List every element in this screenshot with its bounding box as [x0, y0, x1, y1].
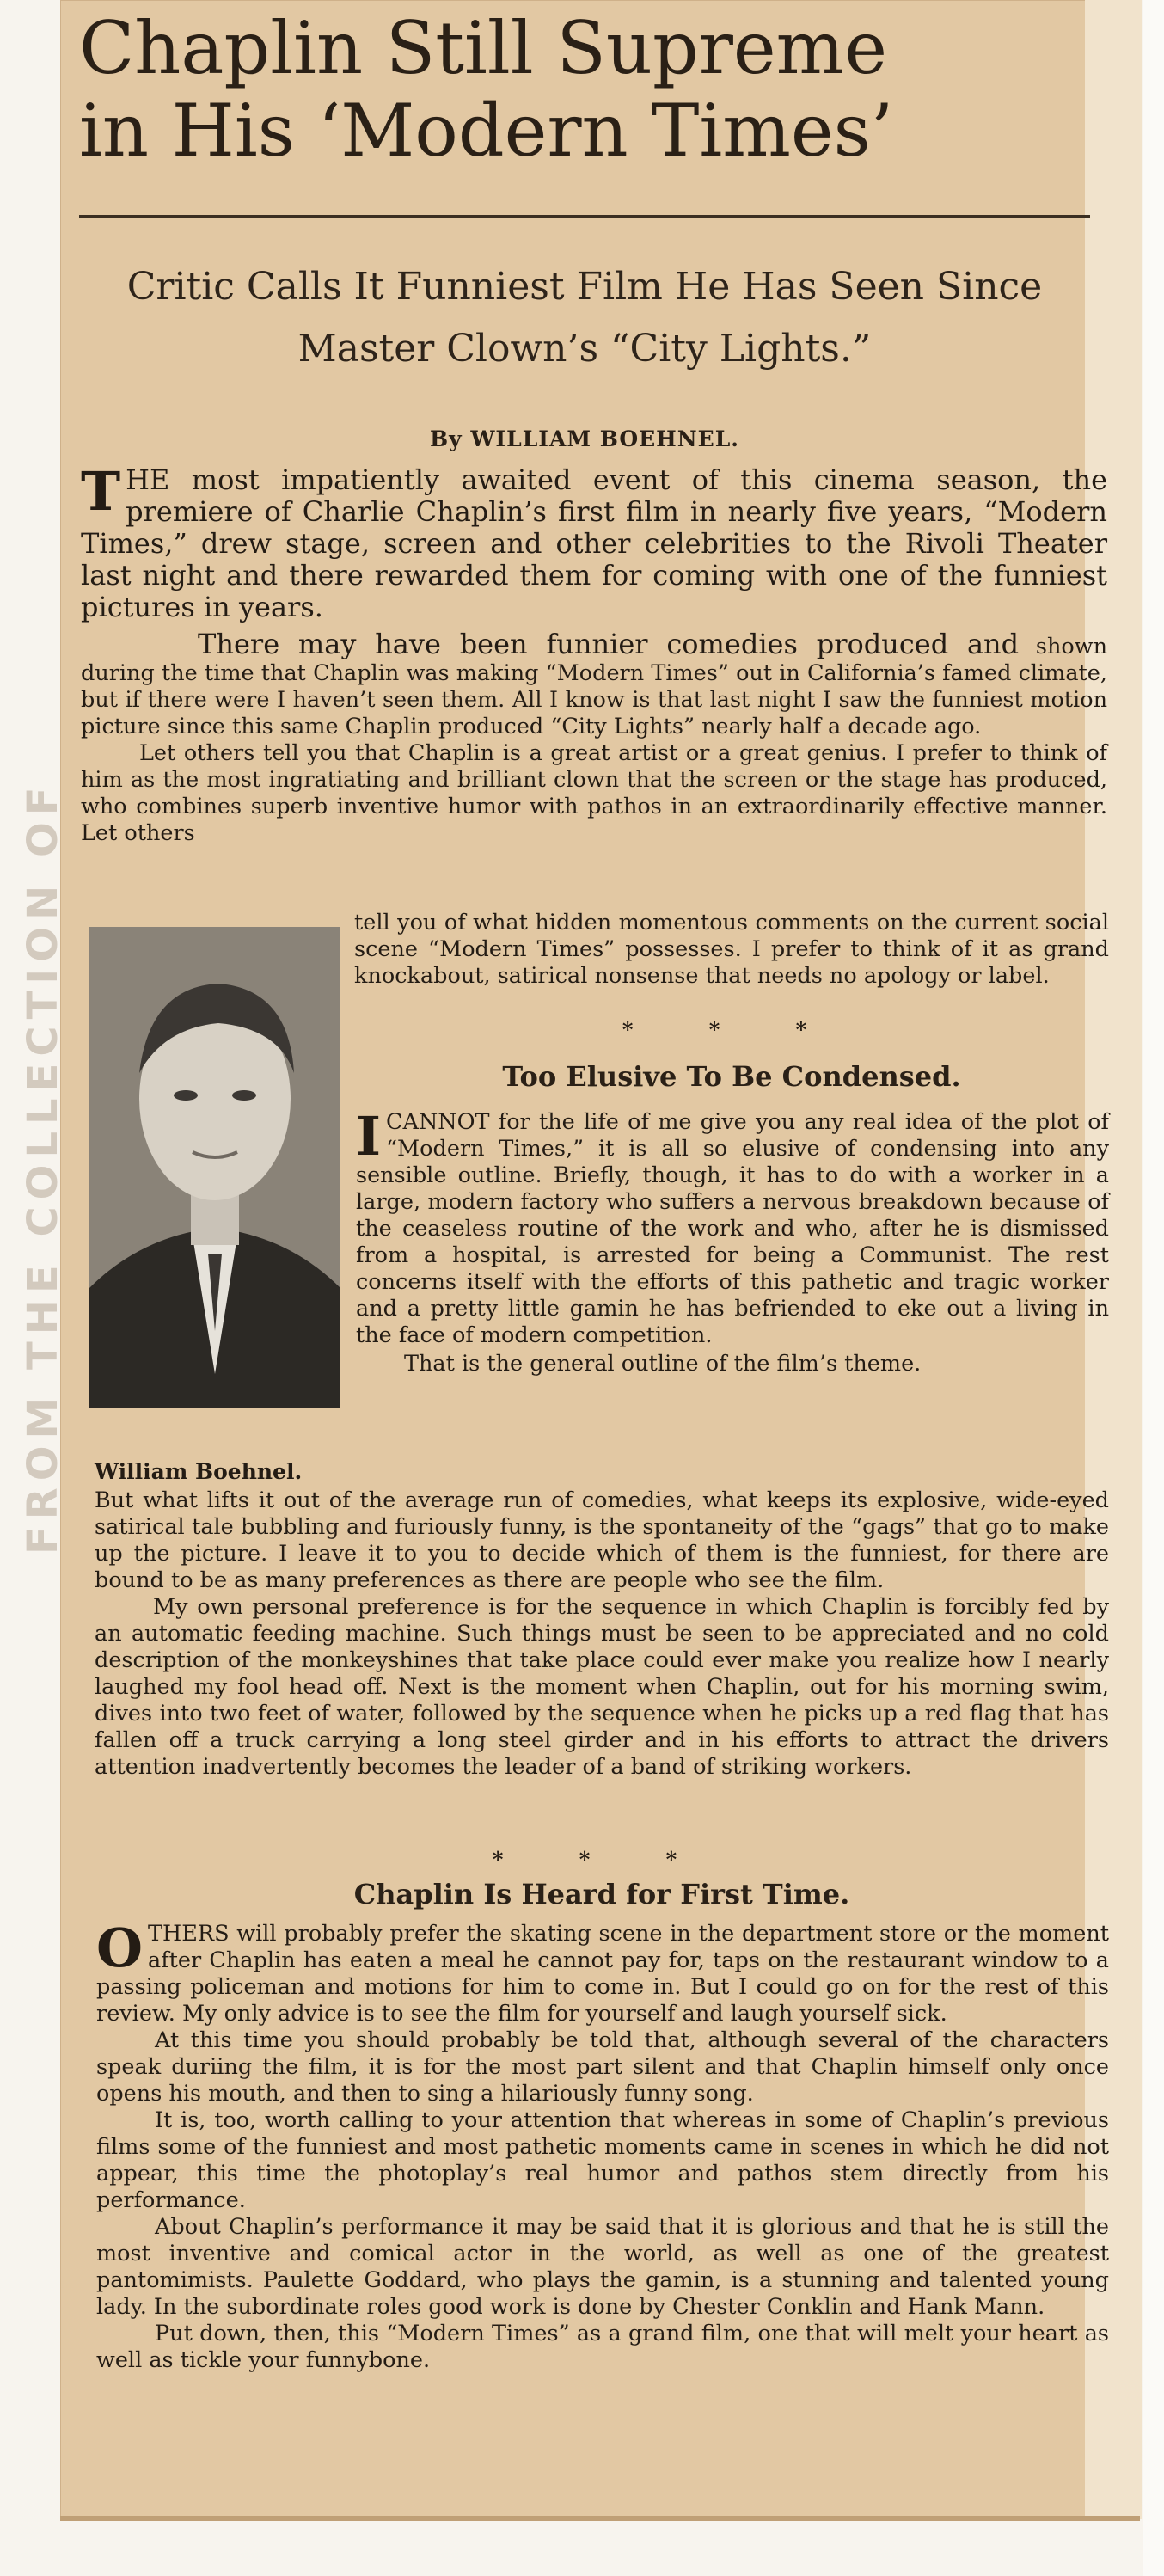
section-3-paragraph-5: Put down, then, this “Modern Times” as a grand film, one that will melt your heart as well as tickle your funnybone.	[96, 2321, 1109, 2373]
byline: By WILLIAM BOEHNEL.	[430, 426, 739, 451]
section-1-column	[81, 460, 1108, 847]
scan-background	[1143, 0, 1164, 2576]
section-2-column-narrow	[356, 1105, 1109, 1377]
photo-caption: William Boehnel.	[95, 1459, 303, 1484]
section-3-subhead: Chaplin Is Heard for First Time.	[353, 1878, 850, 1911]
headline-line-2: in His ‘Modern Times’	[79, 89, 894, 173]
headline-rule	[79, 215, 1090, 218]
clipping-bottom-edge	[60, 2516, 1140, 2521]
author-portrait-photo	[89, 927, 340, 1408]
deck-line-1: Critic Calls It Funniest Film He Has Seen Since	[126, 265, 1043, 309]
section-3-initial: O	[96, 1917, 144, 1979]
headline-line-1: Chaplin Still Supreme	[79, 6, 887, 90]
section-2-paragraph-2-start: That is the general outline of the film’s theme.	[404, 1351, 922, 1377]
section-divider-1: * * *	[622, 1017, 842, 1042]
section-2-paragraph-2-rest: But what lifts it out of the average run of comedies, what keeps its explosive, wide-eyed satirical tale bubbling and furiously funny, is the spontaneity of the “gags” that go to make up the picture. I leave it to you to decide which of them is the funniest, for there are bound to be as many preferences as there are people who see the film.	[95, 1487, 1109, 1593]
subheadline-deck	[79, 256, 1090, 380]
section-2-paragraph-1-text: CANNOT for the life of me give you any real idea of the plot of “Modern Times,” it is all so elusive of condensing into any sensible outline. Briefly, though, it has to do with a worker in a large, modern factory who suffers a nervous breakdown because of the ceaseless routine of the work and who, after he is dismissed from a hospital, is arrested for being a Communist. The rest concerns itself with the efforts of this pathetic and tragic worker and a pretty little gamin he has befriended to eke out a living in the face of modern competition.	[356, 1109, 1109, 1348]
paragraph-2	[81, 629, 1107, 740]
section-3-paragraph-4: About Chaplin’s performance it may be said that it is glorious and that he is still the most inventive and comical actor in the world, as well as one of the greatest pantomimists. Paulette Goddard, who plays the gamin, is a stunning and talented young lady. In the subordinate roles good work is done by Chester Conklin and Hank Mann.	[96, 2214, 1109, 2320]
section-3-paragraph-2: At this time you should probably be told that, although several of the characters speak duriing the film, it is for the most part silent and that Chaplin himself only once opens his mouth, and then to sing a hilariously funny song.	[96, 2027, 1109, 2107]
deck-line-2: Master Clown’s “City Lights.”	[297, 327, 872, 371]
paragraph-2-rest: shown during the time that Chaplin was making “Modern Times” out in California’s famed climate, but if there were I haven’t seen them. All I know is that last night I saw the funniest motion picture since this same Chaplin produced “City Lights” nearly half a decade ago.	[81, 634, 1108, 739]
section-3-paragraph-1	[96, 1917, 1109, 2027]
section-2-paragraph-1	[356, 1105, 1109, 1349]
section-2-subhead: Too Elusive To Be Condensed.	[502, 1060, 961, 1093]
portrait-illustration	[89, 927, 340, 1408]
section-3-paragraph-1-text: THERS will probably prefer the skating scene in the department store or the moment after Chaplin has eaten a meal he cannot pay for, taps on the restaurant window to a passing policeman and motions for him to come in. But I could go on for the rest of this review. My only advice is to see the film for yourself and laugh yourself sick.	[96, 1921, 1109, 2027]
section-3-paragraph-3: It is, too, worth calling to your attention that whereas in some of Chaplin’s previous films some of the funniest and most pathetic moments came in scenes in which he did not appear, this time the photoplay’s real humor and pathos stem directly from his performance.	[96, 2107, 1109, 2213]
section-divider-2: * * *	[492, 1847, 712, 1872]
lead-text: HE most impatiently awaited event of this cinema season, the premiere of Charlie Chaplin’s first film in nearly five years, “Modern Times,” drew stage, screen and other celebrities to the Rivoli Theater last night and there rewarded them for coming with one of the funniest pictures in years.	[81, 463, 1107, 623]
section-1-continued: tell you of what hidden momentous comments on the current social scene “Modern Times” possesses. I prefer to think of it as grand knockabout, satirical nonsense that needs no apology or label.	[354, 910, 1109, 989]
headline	[79, 7, 1094, 172]
collection-watermark: FROM THE COLLECTION OF	[19, 780, 67, 1555]
paragraph-2-lead: There may have been funnier comedies produced and	[198, 628, 1020, 660]
section-2-initial: I	[356, 1105, 382, 1168]
section-2-column-wide	[95, 1487, 1109, 1781]
lead-paragraph	[81, 460, 1107, 623]
paragraph-3: Let others tell you that Chaplin is a great artist or a great genius. I prefer to think of him as the most ingratiating and brilliant clown that the screen or the stage has produced, who combines superb inventive humor with pathos in an extraordinarily effective manner. Let others	[81, 740, 1107, 846]
section-3-column	[96, 1917, 1109, 2374]
section-2-paragraph-3: My own personal preference is for the sequence in which Chaplin is forcibly fed by an automatic feeding machine. Such things must be seen to be appreciated and no cold description of the monkeyshines that take place could ever make you realize how I nearly laughed my fool head off. Next is the moment when Chaplin, out for his morning swim, dives into two feet of water, followed by the sequence when he picks up a red flag that has fallen off a truck carrying a long steel girder and in his efforts to attract the drivers attention inadvertently becomes the leader of a band of striking workers.	[95, 1594, 1109, 1780]
lead-initial: T	[81, 460, 121, 523]
